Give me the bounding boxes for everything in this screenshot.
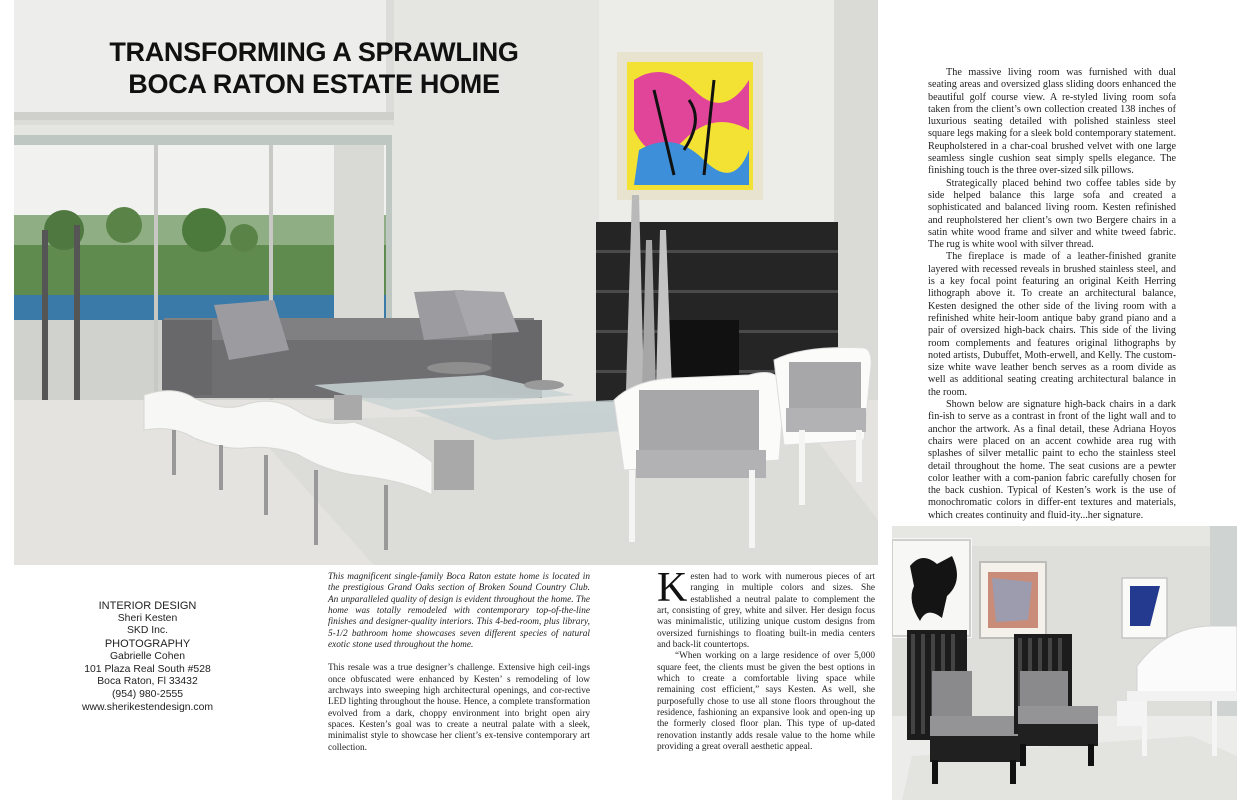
credits-website: www.sherikestendesign.com [81, 701, 214, 713]
credits-designer-name: Sheri Kesten [117, 612, 178, 624]
body-paragraph-2 [657, 565, 875, 651]
design-credits [80, 600, 215, 714]
high-back-chairs-photo [892, 526, 1237, 800]
right-paragraph-1: The massive living room was furnished with dual seating areas and oversized glass sliding doors enhanced the beautiful golf course view. A re-styled living room sofa taken from the client’s own collection created 138 inches of luxurious seating detailed with polished stainless steel square legs making for a sleek bold contemporary statement. Reupholstered in a char-coal brushed velvet with one large seamless single cushion seat simply spells elegance. The finishing touch is the three over-sized silk pillows. [928, 67, 1176, 177]
body-paragraph-2-text: esten had to work with numerous pieces of art ranging in multiple colors and sizes. She established a neutral palate to complement the art, consisting of grey, white and silver. Her design focus was minimalistic, utilizing unique custom designs from oversized furnishings to floating built-in media centers and back-lit countertops. [657, 572, 875, 651]
credits-address-line-2: Boca Raton, Fl 33432 [97, 676, 198, 688]
article-title-line-2: BOCA RATON ESTATE HOME [128, 69, 500, 99]
credits-heading-interior-design: INTERIOR DESIGN [98, 600, 197, 612]
photo-caption: This magnificent single-family Boca Raton estate home is located in the prestigious Grand Oaks section of Broken Sound Country Club. An unparalleled quality of design is evident throughout the home. The home was totally remodeled with contemporary top-of-the-line finishes and designer-quality interiors. This 4-bed-room, plus library, 5-1/2 bathroom home showcases seven different species of natural exotic stone used throughout the home. [328, 572, 590, 651]
body-paragraph-3: “When working on a large residence of over 5,000 square feet, the clients must be given the best options in which to create a comfortable living space while remaining cost efficient,” says Kesten. As well, she purposefully chose to use all stone floors throughout the residence, fashioning an expansive look and open-ing up the formerly closed floor plan. This type of up-dated renovation instantly adds resale value to the home while providing a great overall aesthetic appeal. [657, 651, 875, 753]
main-living-room-photo [14, 0, 878, 565]
credits-address-line-1: 101 Plaza Real South #528 [84, 663, 211, 675]
article-title [74, 36, 554, 100]
credits-phone: (954) 980-2555 [111, 688, 184, 700]
right-paragraph-3: The fireplace is made of a leather-finished granite layered with recessed reveals in brushed stainless steel, and is a key focal point featuring an original Keith Herring lithograph above it. To create an architectural balance, Kesten designed the other side of the living room with a refinished white heir-loom antique baby grand piano and a pair of oversized high-back chairs. This side of the living room complements and features original lithographs by noted artists, Dubuffet, Moth-erwell, and Kelly. The custom-size white wave leather bench serves as a room divide as well as additional seating creating architectural balance in the room. [928, 251, 1176, 398]
drop-cap: K [657, 565, 688, 611]
body-column-2 [657, 565, 875, 754]
right-paragraph-2: Strategically placed behind two coffee tables side by side helped balance this large sofa and created a sophisticated and balanced living room. Kesten refinished and reupholstered her client’s own two Bergere chairs in a satin white wood frame and silver and white tweed fabric. The rug is white wool with silver thread. [928, 177, 1176, 251]
body-column-1 [328, 572, 590, 754]
body-paragraph-1: This resale was a true designer’s challenge. Extensive high ceil-ings once obfuscated were enhanced by Kesten’ s remodeling of low archways into sweeping high architectural openings, and cor-rective LED lighting throughout the house. Hence, a complete transformation evolved from a dark, choppy environment into bright open airy spaces. Kesten’s goal was to create a neutral palate with a sleek, minimalist style to showcase her client’s ex-tensive contemporary art collection. [328, 663, 590, 753]
right-text-column [928, 67, 1176, 522]
credits-photographer: Gabrielle Cohen [109, 650, 186, 662]
right-paragraph-4: Shown below are signature high-back chairs in a dark fin-ish to serve as a contrast in front of the light wall and to anchor the artwork. As a final detail, these Adriana Hoyos chairs were placed on an accent cowhide area rug with splashes of silver metallic paint to echo the stainless steel detail throughout the home. The seat cusions are a pewter color leather with a com-panion fabric carefully chosen for the back cushion. Typical of Kesten’s work is the use of monochromatic colors in differ-ent textures and materials, which creates continuity and fluid-ity...her signature. [928, 399, 1176, 521]
credits-company: SKD Inc. [127, 625, 168, 637]
credits-heading-photography: PHOTOGRAPHY [104, 638, 191, 651]
chairs-illustration [892, 526, 1237, 800]
article-title-line-1: TRANSFORMING A SPRAWLING [109, 37, 519, 67]
